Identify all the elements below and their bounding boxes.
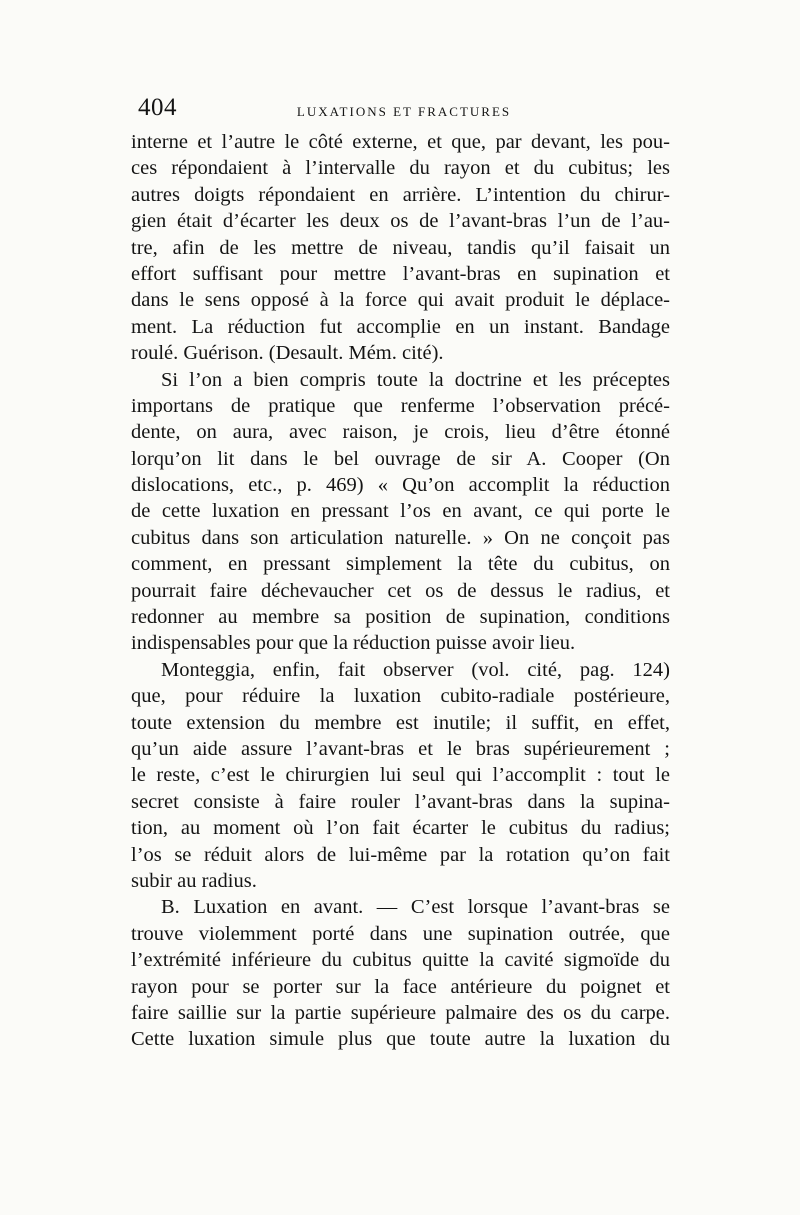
text-line: redonner au membre sa position de supination, conditions [131, 606, 670, 629]
text-line: indispensables pour que la réduction puisse avoir lieu. [131, 632, 576, 655]
text-line: de cette luxation en pressant l’os en avant, ce qui porte le [131, 500, 670, 523]
text-line: l’os se réduit alors de lui-même par la rotation qu’on fait [131, 843, 670, 866]
text-line: effort suffisant pour mettre l’avant-bras en supination et [131, 262, 670, 285]
paragraph-start-line: Si l’on a bien compris toute la doctrine et les préceptes [161, 368, 670, 391]
running-head [138, 94, 670, 128]
text-line: cubitus dans son articulation naturelle. » On ne conçoit pas [131, 526, 670, 549]
text-line: dente, on aura, avec raison, je crois, lieu d’être étonné [131, 421, 670, 444]
paragraph-start-line: Monteggia, enfin, fait observer (vol. cité, pag. 124) [161, 658, 670, 681]
text-line: tre, afin de les mettre de niveau, tandis qu’il faisait un [131, 236, 670, 259]
text-line: pourrait faire déchevaucher cet os de dessus le radius, et [131, 579, 670, 602]
text-line: ces répondaient à l’intervalle du rayon et du cubitus; les [131, 157, 670, 180]
text-line: secret consiste à faire rouler l’avant-bras dans la supina- [131, 790, 670, 813]
running-title: LUXATIONS ET FRACTURES [296, 104, 512, 119]
text-line: importans de pratique que renferme l’observation précé- [131, 394, 670, 417]
text-line: tion, au moment où l’on fait écarter le cubitus du radius; [131, 817, 670, 840]
text-line: dislocations, etc., p. 469) « Qu’on accomplit la réduction [131, 474, 670, 497]
text-line: qu’un aide assure l’avant-bras et le bras supérieurement ; [131, 737, 670, 760]
page-number: 404 [138, 94, 177, 121]
text-line: gien était d’écarter les deux os de l’avant-bras l’un de l’au- [131, 210, 670, 233]
text-line: comment, en pressant simplement la tête du cubitus, on [131, 553, 670, 576]
body-text [131, 129, 670, 1053]
text-line: interne et l’autre le côté externe, et que, par devant, les pou- [131, 131, 670, 153]
paragraph-start-line: B. Luxation en avant. — C’est lorsque l’avant-bras se [161, 896, 670, 919]
text-line: l’extrémité inférieure du cubitus quitte la cavité sigmoïde du [131, 949, 670, 972]
text-line: roulé. Guérison. (Desault. Mém. cité). [131, 342, 444, 365]
text-line: trouve violemment porté dans une supination outrée, que [131, 922, 670, 945]
text-line: rayon pour se porter sur la face antérieure du poignet et [131, 975, 670, 998]
text-line: autres doigts répondaient en arrière. L’intention du chirur- [131, 183, 670, 206]
text-line: faire saillie sur la partie supérieure palmaire des os du carpe. [131, 1001, 670, 1024]
text-line: dans le sens opposé à la force qui avait produit le déplace- [131, 289, 670, 312]
text-line: subir au radius. [131, 869, 257, 892]
text-line: Cette luxation simule plus que toute autre la luxation du [131, 1028, 670, 1051]
text-line: le reste, c’est le chirurgien lui seul qui l’accomplit : tout le [131, 764, 670, 787]
text-line: ment. La réduction fut accomplie en un instant. Bandage [131, 315, 670, 338]
text-line: toute extension du membre est inutile; il suffit, en effet, [131, 711, 670, 734]
text-line: que, pour réduire la luxation cubito-radiale postérieure, [131, 685, 670, 708]
text-line: lorqu’on lit dans le bel ouvrage de sir A. Cooper (On [131, 447, 670, 470]
